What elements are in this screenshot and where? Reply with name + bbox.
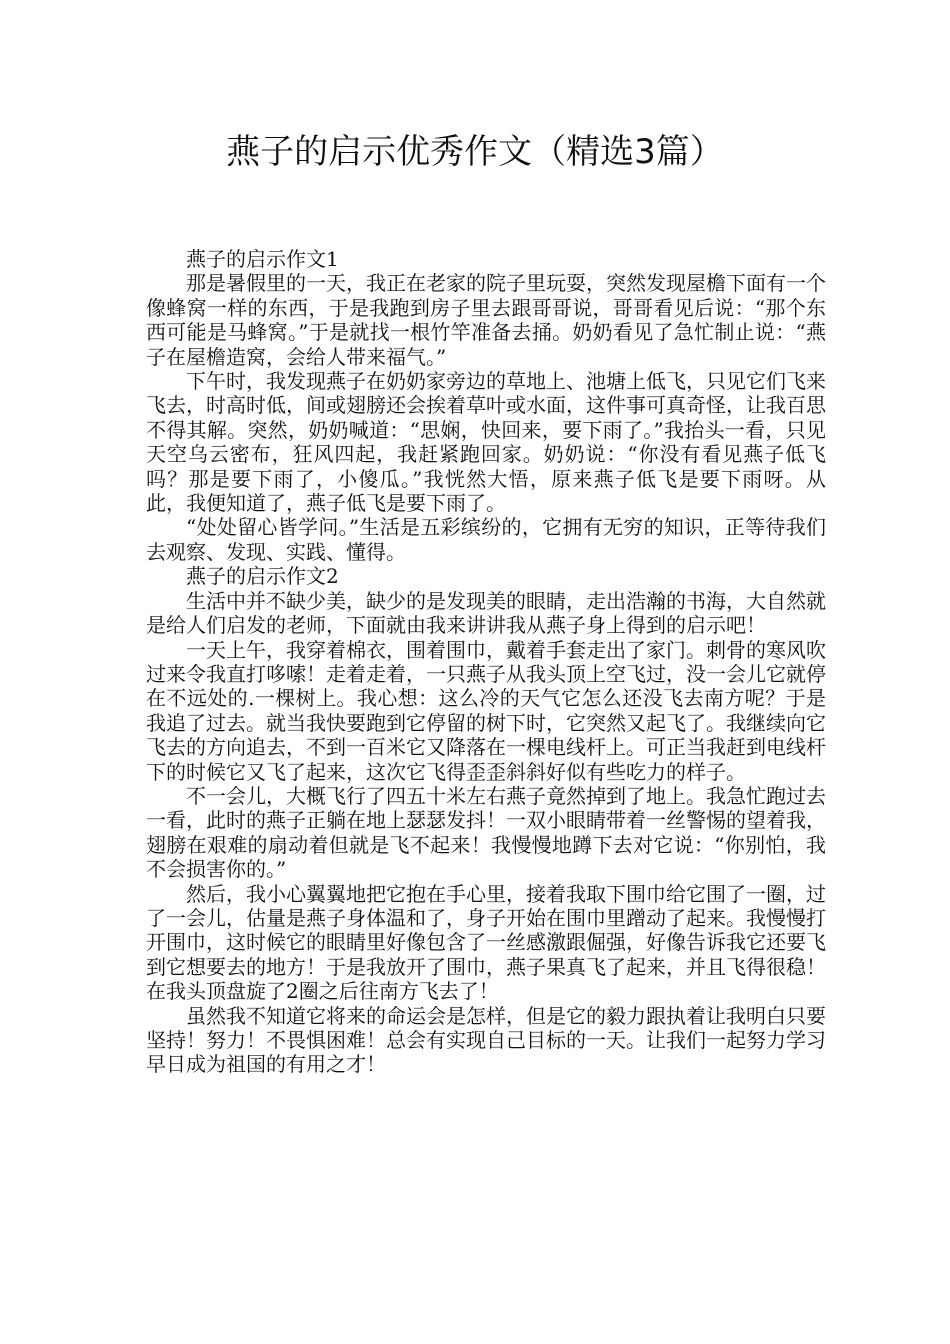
paragraph: 虽然我不知道它将来的命运会是怎样，但是它的毅力跟执着让我明白只要坚持！努力！不畏惧困难！总会有实现自己目标的一天。让我们一起努力学习早日成为祖国的有用之才！ [146, 1003, 826, 1077]
paragraph: 生活中并不缺少美，缺少的是发现美的眼睛，走出浩瀚的书海，大自然就是给人们启发的老师，下面就由我来讲讲我从燕子身上得到的启示吧！ [146, 588, 826, 638]
paragraph: 然后，我小心翼翼地把它抱在手心里，接着我取下围巾给它围了一圈，过了一会儿，估量是燕子身体温和了，身子开始在围巾里蹭动了起来。我慢慢打开围巾，这时候它的眼睛里好像包含了一丝感激跟倔强，好像告诉我它还要飞到它想要去的地方！于是我放开了围巾，燕子果真飞了起来，并且飞得很稳！在我头顶盘旋了2圈之后往南方飞去了！ [146, 881, 826, 1004]
paragraph: 那是暑假里的一天，我正在老家的院子里玩耍，突然发现屋檐下面有一个像蜂窝一样的东西，于是我跑到房子里去跟哥哥说，哥哥看见后说：“那个东西可能是马蜂窝。”于是就找一根竹竿准备去捅。奶奶看见了急忙制止说：“燕子在屋檐造窝，会给人带来福气。” [146, 271, 826, 369]
document-body [146, 247, 826, 1077]
paragraph: “处处留心皆学问。”生活是五彩缤纷的，它拥有无穷的知识，正等待我们去观察、发现、实践、懂得。 [146, 515, 826, 564]
section-heading: 燕子的启示作文2 [186, 564, 339, 589]
paragraph: 不一会儿，大概飞行了四五十米左右燕子竟然掉到了地上。我急忙跑过去一看，此时的燕子正躺在地上瑟瑟发抖！一双小眼睛带着一丝警惕的望着我，翅膀在艰难的扇动着但就是飞不起来！我慢慢地蹲下去对它说：“你别怕，我不会损害你的。” [146, 783, 826, 882]
paragraph: 下午时，我发现燕子在奶奶家旁边的草地上、池塘上低飞，只见它们飞来飞去，时高时低，间或翅膀还会挨着草叶或水面，这件事可真奇怪，让我百思不得其解。突然，奶奶喊道：“思娴，快回来，要下雨了。”我抬头一看，只见天空乌云密布，狂风四起，我赶紧跑回家。奶奶说：“你没有看见燕子低飞吗？那是要下雨了，小傻瓜。”我恍然大悟，原来燕子低飞是要下雨呀。从此，我便知道了，燕子低飞是要下雨了。 [146, 369, 826, 516]
document-title: 燕子的启示优秀作文（精选3篇） [226, 132, 724, 172]
paragraph: 一天上午，我穿着棉衣，围着围巾，戴着手套走出了家门。刺骨的寒风吹过来令我直打哆嗦！走着走着，一只燕子从我头顶上空飞过，没一会儿它就停在不远处的.一棵树上。我心想：这么冷的天气它怎么还没飞去南方呢？于是我追了过去。就当我快要跑到它停留的树下时，它突然又起飞了。我继续向它飞去的方向追去，不到一百米它又降落在一棵电线杆上。可正当我赶到电线杆下的时候它又飞了起来，这次它飞得歪歪斜斜好似有些吃力的样子。 [146, 637, 826, 784]
section-heading: 燕子的启示作文1 [186, 247, 339, 271]
